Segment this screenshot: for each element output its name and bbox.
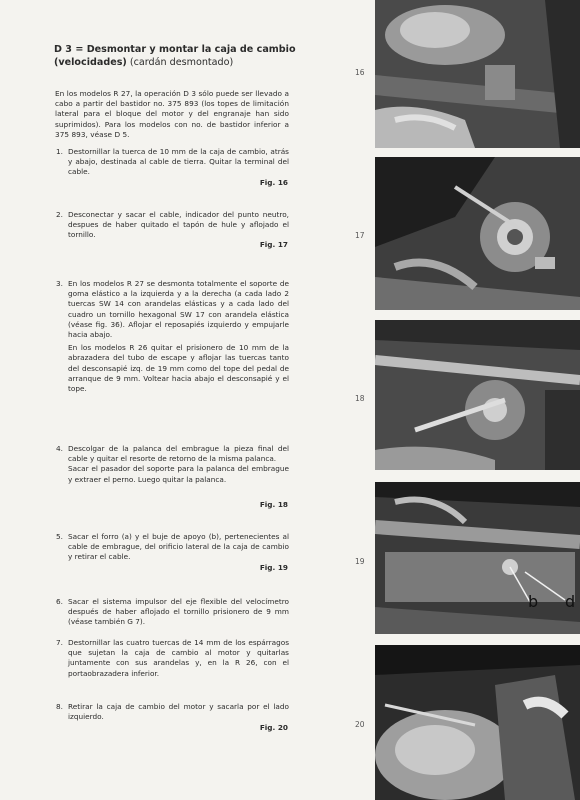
- figure-number-16: 16: [355, 68, 365, 77]
- heading-line2-bold: (velocidades): [54, 57, 127, 68]
- figure-number-17: 17: [355, 231, 365, 240]
- step-8: [56, 702, 289, 722]
- photo-label-d: d: [565, 592, 576, 611]
- fig-ref-19: Fig. 19: [259, 563, 288, 572]
- step-text: Sacar el forro (a) y el buje de apoyo (b), pertenecientes al cable de embrague, del orificio lateral de la caja de cambio y retirar el cable.: [68, 532, 289, 562]
- step-number: 1.: [56, 147, 63, 156]
- photo-fig-16: [375, 0, 580, 148]
- step-4: [56, 444, 289, 485]
- step-number: 5.: [56, 532, 63, 541]
- photo-fig-18: [375, 320, 580, 470]
- step-text: Destornillar las cuatro tuercas de 14 mm de los espárragos que sujetan la caja de cambio al motor y quitarlas juntamente con sus arandelas y, en la R 26, con el portaobrazadera inferior.: [68, 638, 289, 678]
- photo-label-b: b: [528, 592, 539, 611]
- step-number: 3.: [56, 279, 63, 288]
- step-5: [56, 532, 289, 563]
- step-number: 6.: [56, 597, 63, 606]
- step-1: [56, 147, 289, 178]
- fig-ref-16: Fig. 16: [259, 178, 288, 187]
- figure-number-18: 18: [355, 394, 365, 403]
- fig-ref-18: Fig. 18: [259, 500, 288, 509]
- photo-fig-17: [375, 157, 580, 310]
- step-text: Retirar la caja de cambio del motor y sacarla por el lado izquierdo.: [68, 702, 289, 722]
- step-number: 8.: [56, 702, 63, 711]
- step-text-2: En los modelos R 26 quitar el prisionero de 10 mm de la abrazadera del tubo de escape y aflojar las tuercas tanto del desconsapié izq. de 19 mm como del tope del pedal de arranque de 9 mm. Voltear hacia abajo el desconsapié y el tope.: [68, 343, 289, 394]
- figure-number-20: 20: [355, 720, 365, 729]
- step-text: En los modelos R 27 se desmonta totalmente el soporte de goma elástico a la izquierda y a la derecha (a cada lado 2 tuercas SW 14 con arandelas elásticas y a cada lado del cuadro un tornillo hexagonal SW 17 con arandela elástica (véase fig. 36). Aflojar el reposapiés izquierdo y empujarle hacia abajo.: [68, 279, 289, 340]
- section-heading: [54, 43, 344, 69]
- step-3: [56, 279, 289, 394]
- fig-ref-20: Fig. 20: [259, 723, 288, 732]
- step-2: [56, 210, 289, 241]
- step-text: Destornillar la tuerca de 10 mm de la caja de cambio, atrás y abajo, destinada al cable de tierra. Quitar la terminal del cable.: [68, 147, 289, 177]
- step-text-2: Sacar el pasador del soporte para la palanca del embrague y extraer el perno. Luego quitar la palanca.: [68, 464, 289, 484]
- photo-fig-19: [375, 482, 580, 634]
- step-text: Descolgar de la palanca del embrague la pieza final del cable y quitar el resorte de retorno de la misma palanca.: [68, 444, 289, 464]
- step-number: 7.: [56, 638, 63, 647]
- intro-paragraph: En los modelos R 27, la operación D 3 sólo puede ser llevado a cabo a partir del bastidor no. 375 893 (los topes de limitación lateral para el bloque del motor y del engranaje han sido suprimidos). Para los modelos con no. de bastidor inferior a 375 893, véase D 5.: [55, 89, 289, 139]
- step-text: Desconectar y sacar el cable, indicador del punto neutro, despues de haber quitado el tapón de hule y aflojado el tornillo.: [68, 210, 289, 240]
- step-text: Sacar el sistema impulsor del eje flexible del velocímetro después de haber aflojado el tornillo prisionero de 9 mm (véase también G 7).: [68, 597, 289, 627]
- step-7: [56, 638, 289, 679]
- heading-line2-rest: (cardán desmontado): [126, 57, 234, 68]
- heading-line1: D 3 = Desmontar y montar la caja de cambio: [54, 44, 296, 55]
- photo-fig-20: [375, 645, 580, 800]
- step-number: 2.: [56, 210, 63, 219]
- fig-ref-17: Fig. 17: [259, 240, 288, 249]
- figure-number-19: 19: [355, 557, 365, 566]
- step-6: [56, 597, 289, 628]
- step-number: 4.: [56, 444, 63, 453]
